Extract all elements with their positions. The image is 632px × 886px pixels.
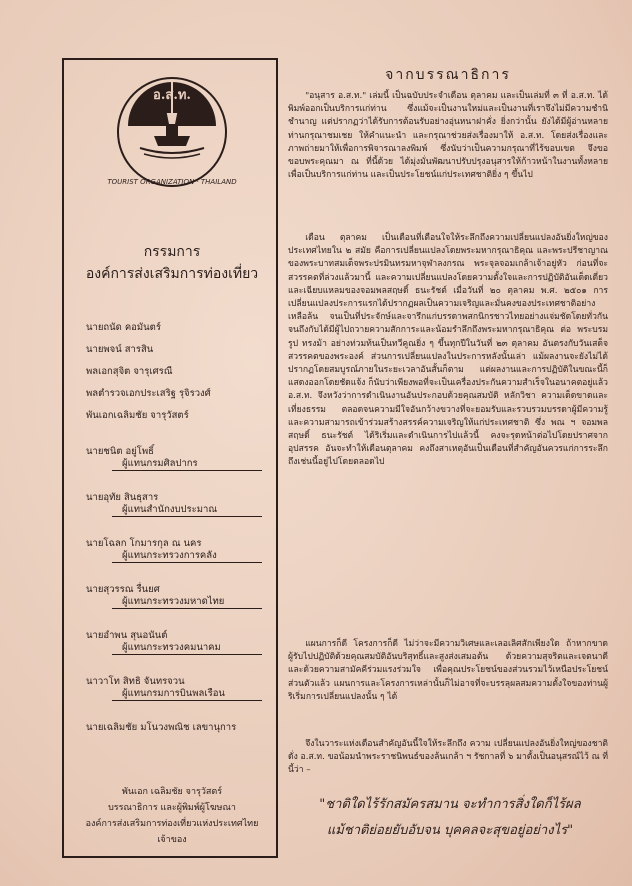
member-name: พลเอกสุจิต จารุเศรณี [86,366,173,377]
editorial-title: จากบรรณาธิการ [385,67,511,83]
member-role: ผู้แทนกระทรวงมหาดไทย [122,596,225,607]
role-divider [112,516,262,517]
member-role: ผู้แทนกระทรวงการคลัง [122,550,217,561]
editorial-paragraph: เดือน ตุลาคม เป็นเดือนที่เตือนใจให้ระลึกถึงความเปลี่ยนแปลงอันยิ่งใหญ่ของประเทศไทยใน ๒ สมัย คือการเปลี่ยนแปลงโดยพระมหากรุณาธิคุณ และพระปรีชาญาณของพระบาทสมเด็จพระปรมินทรมหาจุฬาลงกรณ พระจุลจอมเกล้าเจ้าอยู่หัว ก่อนที่จะสวรรคตที่ล่วงแล้วมานี้ และความเปลี่ยนแปลงโดยความตั้งใจและการปฏิบัติอันเด็ดเดี่ยวและเฉียบแหลมของจอมพลสฤษดิ์ ธนะรัชต์ เมื่อวันที่ ๒๐ ตุลาคม พ.ศ. ๒๕๐๑ การเปลี่ยนแปลงประการแรกได้ปรากฏผลเป็นความเจริญและมั่นคงของประเทศชาติอย่างเหลือล้น จนเป็นที่ประจักษ์และจารึกแก่บรรดาพสกนิกรชาวไทยอย่างแจ่มชัดโดยทั่วกัน จนถึงกับได้มีผู้ไปถวายความสักการะและน้อมรำลึกถึงพระมหากรุณาธิคุณ ต่อ พระบรมรูป ทรงม้า อย่างท่วมท้นเป็นทวีคูณยิ่ง ๆ ขึ้นทุกปีในวันที่ ๒๓ ตุลาคม อันตรงกับวันเสด็จสวรรคตของพระองค์ ส่วนการเปลี่ยนแปลงในประการหลังนั้นเล่า แม้ผลงานจะยังไม่ได้ปรากฏโดยสมบูรณ์ภายในระยะเวลาอันสั้นก็ตาม แต่ผลงานและการปฏิบัติในขณะนี้ก็แสดงออกโดยชัดแจ้ง ก็นับว่าเพียงพอที่จะเป็นเครื่องประกันความสำเร็จในอนาคตอยู่แล้ว อ.ส.ท. จึงหวังว่าการดำเนินงานอันประกอบด้วยคุณสมบัติ หลักวิชา ความเด็ดขาดและเที่ยงธรรม ตลอดจนความมีใจอันกว้างขวางที่จะยอมรับและรวบรวมบรรดาผู้มีความรู้และความสามารถเข้าร่วมสร้างสรรค์ความเจริญให้แก่ประเทศชาติ ซึ่ง พณ ฯ จอมพลสฤษดิ์ ธนะรัชต์ ได้ริเริ่มและดำเนินการไปแล้วนี้ คงจะรุดหน้าต่อไปโดยปราศจากอุปสรรค อันจะทำให้เดือนตุลาคม คงถึงสาเหตุอันเป็นเดือนที่สำคัญอันควรแก่การระลึกถึงเช่นนี้อยู่ไปโดยตลอดไป [288,233,608,468]
footer-owner-label: เจ้าของ [157,835,187,845]
footer-editor-name: พันเอก เฉลิมชัย จารุวัสตร์ [121,787,223,797]
committee-title: กรรมการ [143,244,201,260]
member-role: ผู้แทนกระทรวงคมนาคม [122,642,221,653]
member-name: นายชนิต อยู่โพธิ์ [86,446,154,457]
committee-subtitle: องค์การส่งเสริมการท่องเที่ยว [85,266,259,282]
committee-panel [62,58,278,858]
closing-quote-line: "ชาติใดไร้รักสมัครสมาน จะทำการสิ่งใดก็ไร้ผล [319,797,581,812]
member-name: นายโฉลก โกมารกุล ณ นคร [86,538,202,549]
member-role: ผู้แทนกรมศิลปากร [122,458,198,469]
role-divider [112,562,262,563]
logo-letters: อ.ส.ท. [153,88,191,103]
member-name: พันเอกเฉลิมชัย จารุวัสตร์ [86,410,189,421]
member-name: พลตำรวจเอกประเสริฐ รุจิรวงศ์ [86,388,211,399]
member-name: นายอุทัย สินธุสาร [86,492,159,503]
member-name: นายเฉลิมชัย มโนวงพณิช เลขานุการ [86,722,237,733]
footer-owner-org: องค์การส่งเสริมการท่องเที่ยวแห่งประเทศไทย [85,819,259,829]
editorial-paragraph: จึงในวาระแห่งเดือนสำคัญอันนี้ใจให้ระลึกถึง ความ เปลี่ยนแปลงอันยิ่งใหญ่ของชาติดั่ง อ.ส.ท. ขอน้อมนำพระราชนิพนธ์ของล้นเกล้า ฯ รัชกาลที่ ๖ มาตั้งเป็นอนุสรณ์ไว้ ณ ที่นี้ว่า – [288,739,608,776]
member-name: นายถนัด คอมันตร์ [86,322,161,333]
member-name: นาวาโท สิทธิ จันทรจวน [86,676,185,687]
member-role: ผู้แทนสำนักงบประมาณ [122,504,218,515]
role-divider [112,608,262,609]
member-name: นายสุวรรณ รื่นยศ [86,584,160,595]
editorial-paragraph: "อนุสาร อ.ส.ท." เล่มนี้ เป็นฉบับประจำเดือน ตุลาคม และเป็นเล่มที่ ๓ ที่ อ.ส.ท. ได้พิมพ์ออกเป็นบริการแก่ท่าน ซึ่งแม้จะเป็นงานใหม่และเป็นงานที่เราจึงไม่มีความชำนิชำนาญ แต่ปรากฏว่าได้รับการต้อนรับอย่างอุ่นหนาฝาคั่ง ยิ่งกว่านั้น ยังได้มีผู้อ่านหลายท่านกรุณาชมเชย ให้คำแนะนำ และกรุณาช่วยส่งเรื่องมาให้ อ.ส.ท. โดยส่งเรื่องและภาพถ่ายมาให้เพื่อการพิจารณาลงพิมพ์ ซึ่งนับว่าเป็นความกรุณาที่ไร้ขอบเขต จึงขอขอบพระคุณมา ณ ที่นี้ด้วย ได้มุ่งมั่นพัฒนาปรับปรุงอนุสารให้ก้าวหน้าในงานทั้งหลายเพื่อเป็นบริการแก่ท่าน และเป็นประโยชน์แก่ประเทศชาติยิ่ง ๆ ขึ้นไป [288,91,608,181]
logo-ring-text: TOURIST ORGANIZATION · THAILAND [107,178,237,186]
role-divider [112,470,262,471]
closing-quote-line: แม้ชาติย่อยยับอับจน บุคคลจะสุขอยู่อย่างไร" [326,823,574,838]
role-divider [112,654,262,655]
footer-editor-role: บรรณาธิการ และผู้พิมพ์ผู้โฆษณา [108,803,236,813]
member-name: นายอำพน สุนอนันต์ [86,630,168,641]
role-divider [112,700,262,701]
member-role: ผู้แทนกรมการบินพลเรือน [122,688,225,699]
editorial-paragraph: แผนการก็ดี โครงการก็ดี ไม่ว่าจะมีความวิเศษและเลอเลิศสักเพียงใด ถ้าหากขาดผู้รับไปปฏิบัติด้วยคุณสมบัติอันบริสุทธิ์และสูงส่งเสมอต้น ด้วยความสุจริตและเจตนาดี และด้วยความสามัคคีร่วมแรงร่วมใจ เพื่อคุณประโยชน์ของส่วนรวมไว้เหนือประโยชน์ส่วนตัวแล้ว แผนการและโครงการเหล่านั้นก็ไม่อาจที่จะบรรลุผลสมความตั้งใจของท่านผู้ริเริ่มการเปลี่ยนแปลงนั้น ๆ ได้ [288,639,608,702]
member-name: นายพจน์ สารสิน [86,344,154,355]
